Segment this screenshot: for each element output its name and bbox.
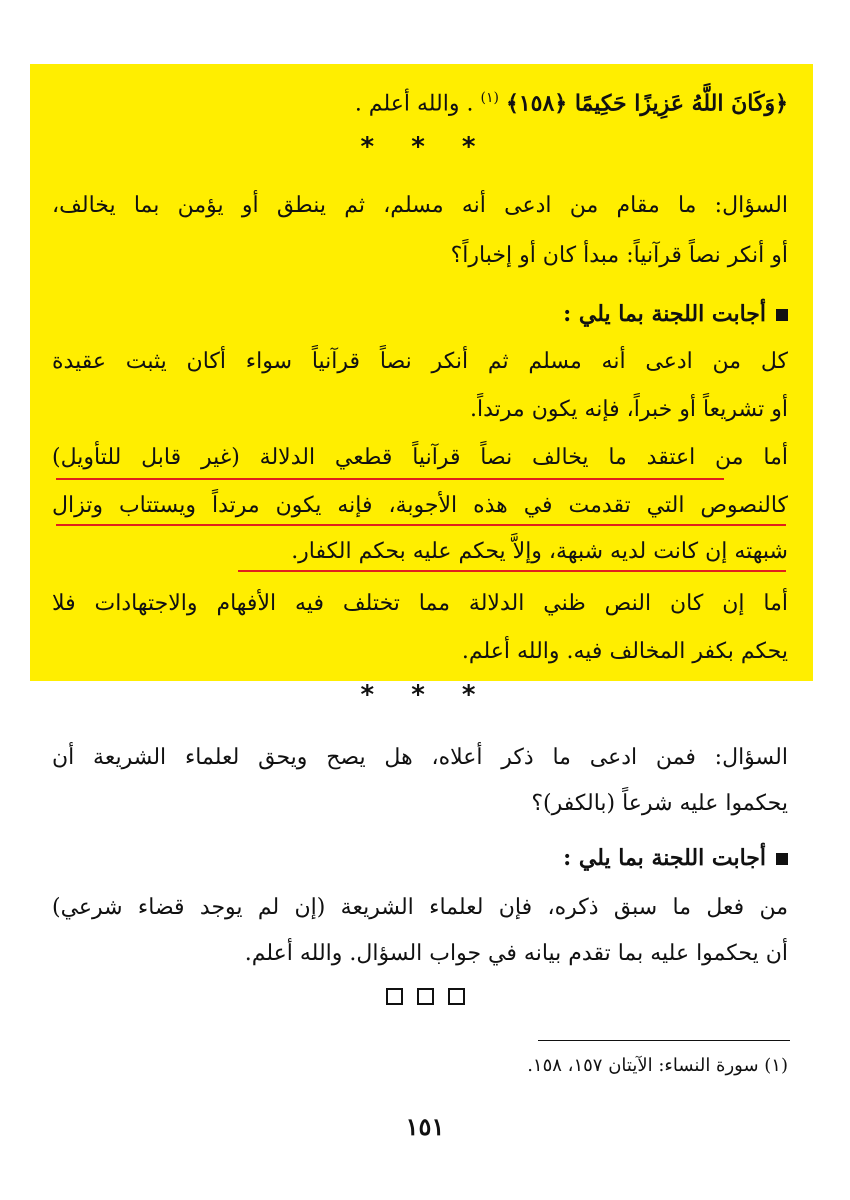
verse-tail: . والله أعلم . — [354, 91, 474, 117]
bullet-square-icon — [776, 309, 788, 321]
footnote-reference: (١) — [480, 90, 499, 106]
bullet-square-icon — [776, 853, 788, 865]
answer2-line-2: أن يحكموا عليه بما تقدم بيانه في جواب السؤال. والله أعلم. — [244, 941, 788, 966]
footnote-rule — [538, 1040, 790, 1041]
page-number: ١٥١ — [405, 1112, 445, 1141]
section-separator-stars-2: * * * — [360, 680, 490, 710]
paragraph2-line-1: أما من اعتقد ما يخالف نصاً قرآنياً قطعي الدلالة (غير قابل للتأويل) — [52, 445, 788, 470]
red-underline-3 — [238, 570, 786, 572]
question2-line-1: السؤال: فمن ادعى ما ذكر أعلاه، هل يصح ويحق لعلماء الشريعة أن — [52, 745, 788, 770]
paragraph3-line-2: يحكم بكفر المخالف فيه. والله أعلم. — [461, 639, 788, 664]
square-icon — [386, 988, 403, 1005]
paragraph3-line-1: أما إن كان النص ظني الدلالة مما تختلف فيه الأفهام والاجتهادات فلا — [52, 591, 788, 616]
red-underline-2 — [56, 524, 786, 526]
answer2-heading — [52, 840, 788, 876]
end-of-section-squares — [0, 988, 850, 1009]
square-icon — [417, 988, 434, 1005]
answer2-line-1: من فعل ما سبق ذكره، فإن لعلماء الشريعة (إن لم يوجد قضاء شرعي) — [52, 895, 788, 920]
paragraph1-line-1: كل من ادعى أنه مسلم ثم أنكر نصاً قرآنياً سواء أكان يثبت عقيدة — [52, 349, 788, 374]
question1-line-2: أو أنكر نصاً قرآنياً: مبدأ كان أو إخباراً؟ — [450, 243, 788, 268]
section-separator-stars: * * * — [360, 132, 490, 162]
red-underline-1 — [56, 478, 724, 480]
question2-line-2: يحكموا عليه شرعاً (بالكفر)؟ — [531, 791, 788, 816]
answer2-heading-text: أجابت اللجنة بما يلي : — [563, 845, 766, 871]
square-icon — [448, 988, 465, 1005]
quran-verse: ﴿وَكَانَ اللَّهُ عَزِيزًا حَكِيمًا ﴿١٥٨﴾ — [505, 90, 788, 117]
verse-line — [52, 80, 788, 122]
paragraph1-line-2: أو تشريعاً أو خبراً، فإنه يكون مرتداً. — [470, 397, 788, 422]
answer1-heading-text: أجابت اللجنة بما يلي : — [563, 301, 766, 327]
footnote: (١) سورة النساء: الآيتان ١٥٧، ١٥٨. — [527, 1055, 788, 1076]
question1-line-1: السؤال: ما مقام من ادعى أنه مسلم، ثم ينطق أو يؤمن بما يخالف، — [52, 193, 788, 218]
paragraph2-line-3: شبهته إن كانت لديه شبهة، وإلاَّ يحكم عليه بحكم الكفار. — [291, 539, 788, 564]
answer1-heading — [52, 296, 788, 332]
paragraph2-line-2: كالنصوص التي تقدمت في هذه الأجوبة، فإنه يكون مرتداً ويستتاب وتزال — [52, 493, 788, 518]
